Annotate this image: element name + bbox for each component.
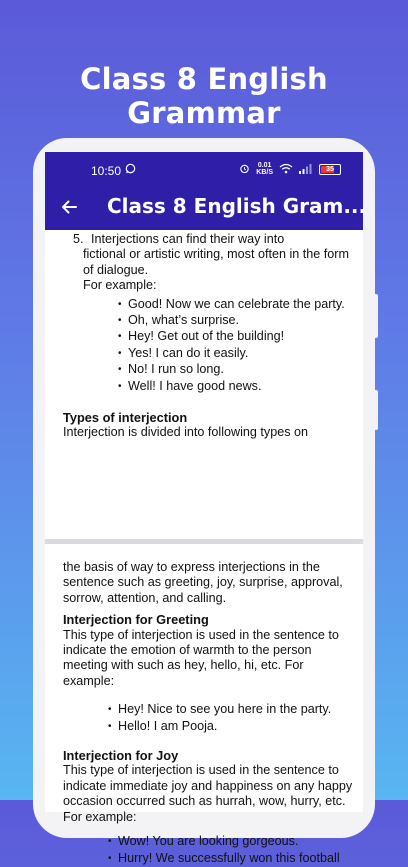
list-item: • Wow! You are looking gorgeous.	[118, 834, 355, 849]
numbered-item	[63, 232, 357, 247]
status-icons	[239, 162, 341, 176]
status-bar	[45, 152, 363, 190]
example-list	[63, 297, 357, 394]
greeting-heading: Interjection for Greeting	[63, 612, 209, 628]
battery-level: 35	[326, 165, 334, 173]
list-item: • Hello! I am Pooja.	[118, 719, 355, 734]
content-page-2	[45, 560, 363, 867]
greeting-example-list	[63, 702, 355, 734]
joy-heading: Interjection for Joy	[63, 748, 179, 764]
promo-title: Class 8 English Grammar	[80, 62, 328, 130]
content-page-1	[45, 232, 363, 441]
power-button	[374, 390, 378, 430]
network-speed	[256, 162, 273, 176]
continuation-text: the basis of way to express interjections in the sentence such as greeting, joy, surprise, approval, sorrow, attention, and calling.	[63, 560, 343, 605]
list-item: • Hey! Get out of the building!	[128, 329, 357, 344]
list-item: • Hey! Nice to see you here in the party.	[118, 702, 355, 717]
item-number: 5.	[73, 232, 84, 246]
app-bar	[45, 190, 367, 230]
speed-value: 0.01	[257, 162, 272, 169]
list-item: • Oh, what’s surprise.	[128, 313, 357, 328]
status-time: 10:50	[91, 164, 122, 178]
list-item: • No! I run so long.	[128, 362, 357, 377]
joy-example-list	[63, 834, 355, 866]
volume-button	[374, 294, 378, 338]
speed-unit: KB/S	[256, 169, 273, 176]
back-arrow-icon[interactable]	[59, 197, 79, 217]
for-example-label: For example:	[83, 278, 157, 293]
item-text-rest: fictional or artistic writing, most often in the form of dialogue.	[83, 247, 349, 277]
page-divider	[45, 539, 363, 544]
list-item: • Good! Now we can celebrate the party.	[128, 297, 357, 312]
joy-text: This type of interjection is used in the sentence to indicate immediate joy and happiness on any happy occasion occurred such as hurrah, wow, hurry, etc. For example:	[63, 763, 353, 824]
list-item: • Hurry! We successfully won this football	[118, 851, 355, 866]
types-text: Interjection is divided into following types on	[63, 425, 309, 440]
types-heading: Types of interjection	[63, 410, 188, 426]
wifi-icon	[279, 163, 293, 176]
list-item: • Well! I have good news.	[128, 379, 357, 394]
alarm-icon	[239, 163, 250, 176]
battery-icon	[319, 164, 341, 175]
signal-icon	[299, 163, 313, 176]
item-text-line1: Interjections can find their way into	[91, 232, 285, 246]
greeting-text: This type of interjection is used in the sentence to indicate the emotion of warmth to the person meeting with such as hey, hello, hi, etc. For example:	[63, 627, 339, 688]
app-title: Class 8 English Gram...	[107, 194, 367, 218]
whatsapp-icon	[125, 163, 136, 177]
list-item: • Yes! I can do it easily.	[128, 346, 357, 361]
app-screen	[45, 152, 367, 865]
